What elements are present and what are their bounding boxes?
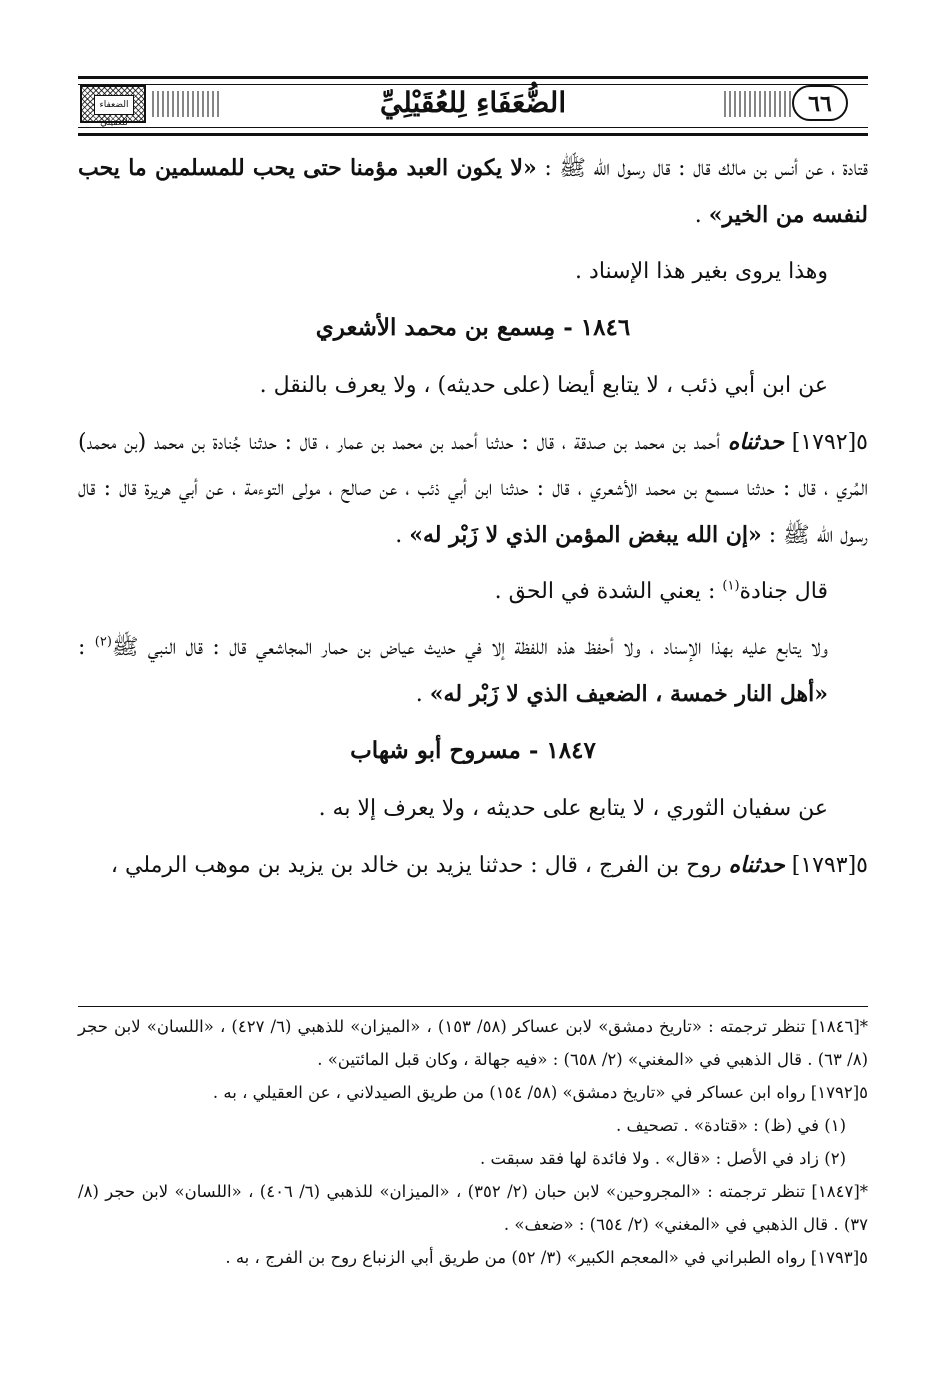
paragraph-text: ولا يتابع عليه بهذا الإسناد ، ولا أحفظ هذه اللفظة إلا في حديث عياض بن حمار المجاشعي قال : قال النبي ﷺ [111, 635, 828, 660]
hadith-quote: «لا يكون العبد مؤمنا حتى يحب للمسلمين ما يحب لنفسه من الخير» [78, 155, 868, 228]
footnote-1793: ٥[١٧٩٣] رواه الطبراني في «المعجم الكبير» (٣/ ٥٢) من طريق أبي الزنباع روح بن الفرج ، به . [225, 1248, 868, 1267]
footnote-1792: ٥[١٧٩٢] رواه ابن عساكر في «تاريخ دمشق» (٥٨/ ١٥٤) من طريق الصيدلاني ، عن العقيلي ، به . [212, 1083, 868, 1102]
ornament-caption: الضعفاء للعقيلي [94, 95, 134, 115]
page-title: الضُّعَفَاءِ لِلعُقَيْلِيِّ [379, 86, 567, 119]
paragraph-4 [78, 419, 868, 559]
hadith-quote: «أهل النار خمسة ، الضعيف الذي لا زَبْر له» [429, 681, 828, 707]
paragraph-text: : [78, 635, 95, 660]
paragraph-6 [78, 625, 868, 718]
footnotes [78, 1010, 868, 1274]
footnote-1846: *[١٨٤٦] تنظر ترجمته : «تاريخ دمشق» لابن عساكر (٥٨/ ١٥٣) ، «الميزان» للذهبي (٦/ ٤٢٧) ، «اللسان» لابن حجر (٨/ ٦٣) . قال الذهبي في «المغني» (٢/ ٦٥٨) : «فيه جهالة ، وكان قبل المائتين» . [78, 1017, 869, 1069]
paragraph-text: قتادة ، عن أنس بن مالك قال : قال رسول الله ﷺ : [536, 156, 868, 181]
header-border-ornament-left [152, 91, 222, 117]
page-header [78, 76, 868, 136]
paragraph-7: عن سفيان الثوري ، لا يتابع على حديثه ، ولا يعرف إلا به . [318, 796, 828, 821]
paragraph-1 [78, 145, 868, 239]
paragraph-2: وهذا يروى بغير هذا الإسناد . [575, 259, 828, 284]
header-ornament-left [80, 85, 146, 128]
header-border-ornament-right [724, 91, 794, 117]
footnote-1: (١) في (ظ) : «قتادة» . تصحيف . [616, 1116, 846, 1135]
footnote-divider [78, 1006, 868, 1007]
hadith-quote: «إن الله يبغض المؤمن الذي لا زَبْر له» [409, 522, 762, 548]
paragraph-text: أحمد بن محمد بن صدقة ، قال : حدثنا أحمد بن محمد بن عمار ، قال : حدثنا جُنادة بن محمد (بن محمد) المُري ، قال : حدثنا مسمع بن محمد الأشعري ، قال : حدثنا ابن أبي ذئب ، عن صالح ، مولى التوءمة ، عن أبي هريرة قال : قال رسول الله ﷺ : [78, 430, 868, 548]
paragraph-8 [78, 842, 868, 889]
paragraph-text: قال جنادة [739, 579, 828, 604]
entry-heading-1846: ١٨٤٦ - مِسمع بن محمد الأشعري [315, 314, 631, 341]
paragraph-text: . [395, 523, 410, 548]
paragraph-text: . [694, 203, 709, 228]
paragraph-3: عن ابن أبي ذئب ، لا يتابع أيضا (على حديثه) ، ولا يعرف بالنقل . [259, 373, 828, 398]
entry-heading-1847: ١٨٤٧ - مسروح أبو شهاب [350, 737, 596, 764]
footnote-ref-1: (١) [722, 578, 740, 594]
main-text [78, 145, 868, 889]
hadith-number: ٥[١٧٩٢] [783, 430, 868, 455]
haddathana-word: حدثناه [727, 429, 784, 455]
footnote-ref-2: (٢) [94, 634, 112, 650]
paragraph-text: . [415, 682, 430, 707]
page-number: ٦٦ [792, 85, 848, 121]
paragraph-5 [78, 569, 868, 615]
haddathana-word: حدثناه [728, 852, 785, 878]
footnote-1847: *[١٨٤٧] تنظر ترجمته : «المجروحين» لابن حبان (٢/ ٣٥٢) ، «الميزان» للذهبي (٦/ ٤٠٦) ، «اللسان» لابن حجر (٨/ ٣٧) . قال الذهبي في «المغني» (٢/ ٦٥٤) : «ضعف» . [78, 1182, 868, 1234]
paragraph-text: روح بن الفرج ، قال : حدثنا يزيد بن خالد بن يزيد بن موهب الرملي ، [110, 853, 729, 878]
hadith-number: ٥[١٧٩٣] [784, 853, 868, 878]
paragraph-text: : يعني الشدة في الحق . [494, 579, 723, 604]
footnote-2: (٢) زاد في الأصل : «قال» . ولا فائدة لها فقد سبقت . [480, 1149, 846, 1168]
